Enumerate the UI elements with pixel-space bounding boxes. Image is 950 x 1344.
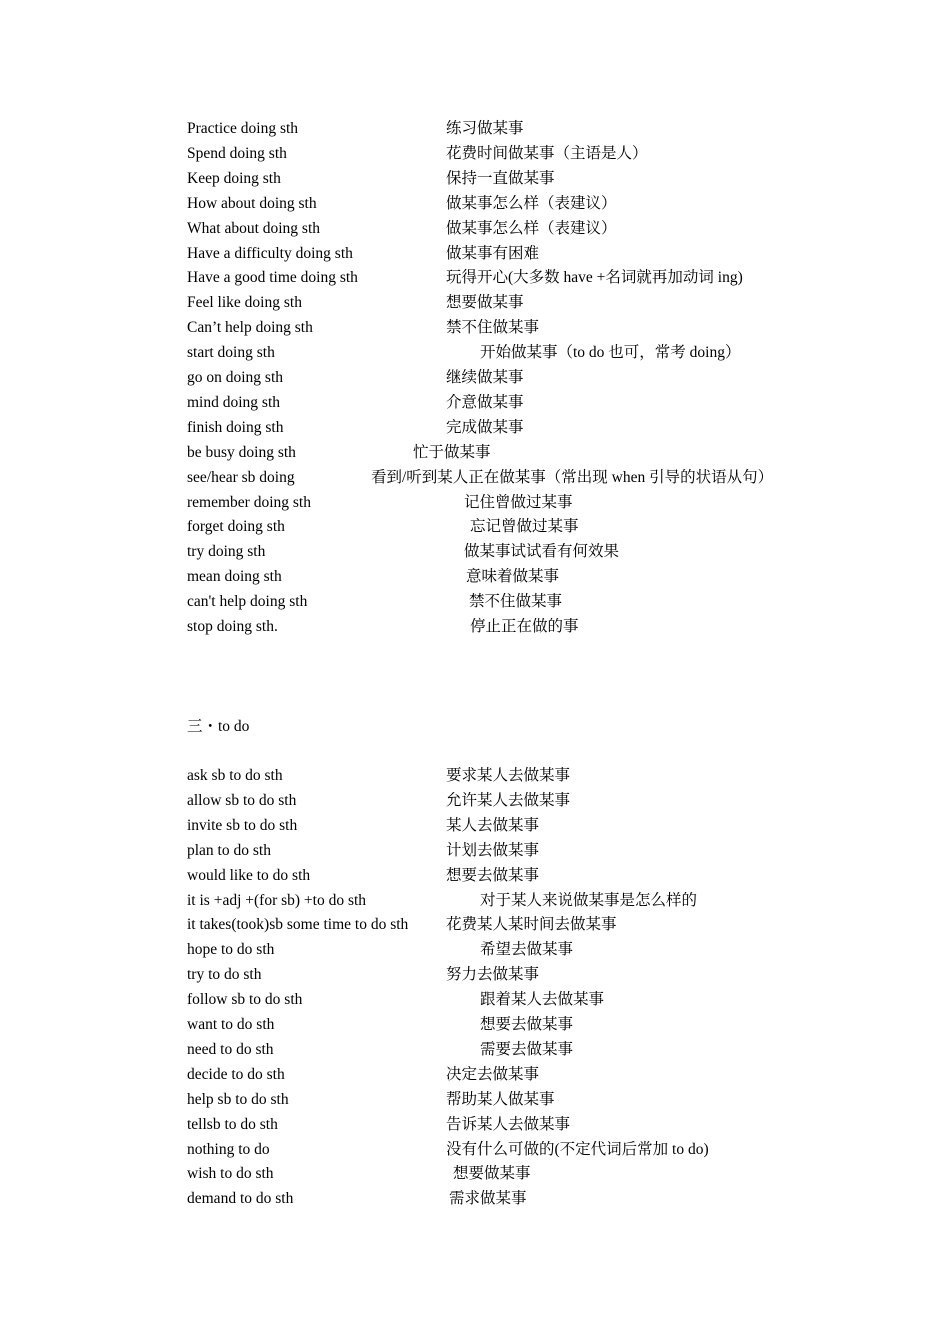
phrase-english: demand to do sth [187,1190,294,1208]
phrase-english: see/hear sb doing [187,468,295,486]
phrase-english: be busy doing sth [187,443,296,461]
phrase-english: wish to do sth [187,1165,274,1183]
phrase-chinese: 跟着某人去做某事 [480,991,605,1009]
phrase-english: decide to do sth [187,1065,285,1083]
phrase-chinese: 保持一直做某事 [446,169,555,187]
phrase-chinese: 花费时间做某事（主语是人） [446,144,648,162]
phrase-chinese: 努力去做某事 [446,966,540,984]
phrase-english: mean doing sth [187,568,282,586]
phrase-chinese: 做某事怎么样（表建议） [446,219,617,237]
phrase-chinese: 允许某人去做某事 [446,791,571,809]
phrase-chinese: 做某事怎么样（表建议） [446,194,617,212]
phrase-english: want to do sth [187,1016,275,1033]
phrase-chinese: 记住曾做过某事 [464,493,573,511]
phrase-english: can't help doing sth [187,593,308,611]
phrase-chinese: 告诉某人去做某事 [446,1115,571,1133]
phrase-chinese: 想要去做某事 [446,866,540,884]
phrase-chinese: 想要做某事 [453,1165,531,1183]
phrase-english: tellsb to do sth [187,1115,278,1133]
phrase-chinese: 做某事试试看有何效果 [464,543,620,561]
phrase-chinese: 决定去做某事 [446,1065,540,1083]
phrase-english: would like to do sth [187,866,311,884]
phrase-english: ask sb to do sth [187,767,283,784]
phrase-chinese: 看到/听到某人正在做某事（常出现 when 引导的状语从句） [371,468,774,486]
phrase-chinese: 做某事有困难 [446,244,540,262]
phrase-english: How about doing sth [187,194,317,212]
phrase-english: try to do sth [187,966,262,984]
section-heading: 三・to do [187,718,250,735]
phrase-english: What about doing sth [187,219,321,237]
phrase-chinese: 没有什么可做的(不定代词后常加 to do) [446,1140,709,1158]
phrase-english: Feel like doing sth [187,294,302,312]
phrase-chinese: 需要去做某事 [480,1040,574,1058]
phrase-chinese: 停止正在做的事 [470,618,579,635]
phrase-english: Spend doing sth [187,144,287,162]
phrase-chinese: 希望去做某事 [480,941,574,959]
phrase-english: forget doing sth [187,518,285,536]
phrase-english: follow sb to do sth [187,991,303,1009]
phrase-chinese: 计划去做某事 [446,841,540,859]
phrase-chinese: 想要做某事 [446,294,524,312]
phrase-english: Practice doing sth [187,120,299,137]
phrase-chinese: 练习做某事 [446,120,524,137]
phrase-chinese: 继续做某事 [446,369,524,386]
phrase-english: Have a difficulty doing sth [187,244,353,262]
phrase-chinese: 意味着做某事 [466,568,560,586]
phrase-chinese: 忘记曾做过某事 [470,518,579,536]
phrase-english: allow sb to do sth [187,791,297,809]
phrase-english: Have a good time doing sth [187,269,358,287]
phrase-english: invite sb to do sth [187,816,298,834]
phrase-english: nothing to do [187,1140,270,1158]
phrase-chinese: 介意做某事 [446,393,524,411]
phrase-chinese: 禁不住做某事 [469,593,563,611]
phrase-english: go on doing sth [187,369,284,386]
phrase-english: it is +adj +(for sb) +to do sth [187,891,367,909]
phrase-english: help sb to do sth [187,1090,289,1108]
phrase-english: mind doing sth [187,393,281,411]
phrase-chinese: 花费某人某时间去做某事 [446,916,617,934]
phrase-chinese: 想要去做某事 [480,1016,574,1033]
phrase-english: try doing sth [187,543,266,561]
phrase-english: hope to do sth [187,941,275,959]
phrase-chinese: 对于某人来说做某事是怎么样的 [480,891,698,909]
phrase-chinese: 玩得开心(大多数 have +名词就再加动词 ing) [446,269,743,287]
phrase-chinese: 开始做某事（to do 也可，常考 doing） [480,344,741,362]
phrase-chinese: 禁不住做某事 [446,319,540,337]
phrase-english: start doing sth [187,344,275,362]
phrase-english: Can’t help doing sth [187,319,313,337]
phrase-chinese: 需求做某事 [449,1190,527,1208]
phrase-english: need to do sth [187,1040,274,1058]
phrase-chinese: 某人去做某事 [446,816,540,834]
phrase-english: Keep doing sth [187,169,281,187]
phrase-english: stop doing sth. [187,618,278,635]
phrase-english: remember doing sth [187,493,311,511]
phrase-chinese: 帮助某人做某事 [446,1090,555,1108]
phrase-chinese: 忙于做某事 [413,443,491,461]
phrase-english: plan to do sth [187,841,271,859]
phrase-english: it takes(took)sb some time to do sth [187,916,409,934]
phrase-english: finish doing sth [187,418,284,436]
phrase-chinese: 要求某人去做某事 [446,767,571,784]
phrase-chinese: 完成做某事 [446,418,524,436]
